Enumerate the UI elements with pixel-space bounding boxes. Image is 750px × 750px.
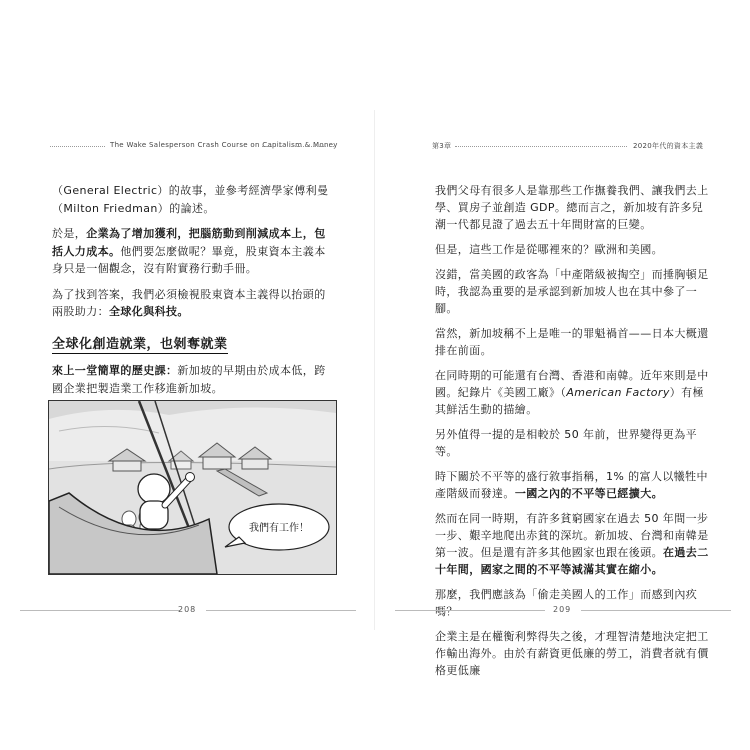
emphasis: 全球化與科技。 [109, 305, 189, 318]
comic-scene [49, 401, 336, 574]
paragraph: 我們父母有很多人是靠那些工作撫養我們、讓我們去上學、買房子並創造 GDP。總而言之，新加坡有許多兒潮一代都見證了過去五十年間財富的巨變。 [435, 184, 709, 231]
footer-rule-left [20, 610, 180, 611]
footer-rule-right [206, 610, 356, 611]
paragraph: 時下關於不平等的盛行敘事指稱，1% 的富人以犧牲中產階級而發達。一國之內的不平等已經擴大。 [435, 470, 708, 500]
header-dots-right [262, 146, 334, 147]
left-body-top [52, 182, 335, 329]
footer-rule-right [581, 610, 731, 611]
right-running-head-chapter: 第3章 [432, 142, 452, 150]
paragraph: 為了找到答案，我們必須檢視股東資本主義得以抬頭的兩股助力：全球化與科技。 [52, 287, 326, 318]
left-running-head: The Wake Salesperson Crash Course on Capitalism & Money [110, 141, 338, 149]
paragraph: 在同時期的可能還有台灣、香港和南韓。近年來則是中國。紀錄片《美國工廠》（American Factory）有極其鮮活生動的描繪。 [435, 369, 709, 416]
speech-bubble-text: 我們有工作！ [249, 523, 309, 534]
paragraph: 當然，新加坡稱不上是唯一的罪魁禍首——日本大概還排在前面。 [435, 327, 709, 357]
paragraph: 沒錯，當美國的政客為「中產階級被掏空」而捶胸頓足時，我認為重要的是承認到新加坡人也在其中參了一腳。 [435, 268, 709, 315]
emphasis: 企業為了增加獲利，把腦筋動到削減成本上，包括人力成本。 [52, 227, 326, 258]
paragraph: 企業主是在權衡利弊得失之後，才理智清楚地決定把工作輸出海外。由於有薪資更低廉的勞工，消費者就有價格更低廉 [435, 630, 709, 677]
comic-illustration [48, 400, 337, 575]
paragraph: 然而在同一時期，有許多貧窮國家在過去 50 年間一步一步、艱辛地爬出赤貧的深坑。新加坡、台灣和南韓是第一波。但是還有許多其他國家也跟在後頭。在過去二十年間，國家之間的不平等減滿其實在縮小。 [435, 512, 709, 576]
emphasis: 來上一堂簡單的歷史課： [52, 364, 178, 377]
paragraph: 但是，這些工作是從哪裡來的？歐洲和美國。 [435, 243, 663, 256]
italic-title: American Factory [566, 386, 670, 399]
paragraph: 另外值得一提的是相較於 50 年前，世界變得更為平等。 [435, 428, 697, 458]
header-dots-left [50, 146, 105, 147]
left-body-bottom [52, 362, 335, 405]
right-running-head-title: 2020年代的資本主義 [633, 142, 704, 150]
emphasis: 一國之內的不平等已經擴大。 [514, 487, 664, 500]
footer-rule-left [395, 610, 545, 611]
paragraph: （General Electric）的故事，並參考經濟學家傅利曼（Milton Friedman）的論述。 [52, 184, 329, 215]
paragraph: 於是，企業為了增加獲利，把腦筋動到削減成本上，包括人力成本。他們要怎麼做呢？畢竟，股東資本主義本身只是一個觀念，沒有附實務行動手冊。 [52, 227, 326, 275]
right-body [435, 182, 712, 687]
right-page [375, 0, 750, 750]
section-heading: 全球化創造就業，也剝奪就業 [52, 333, 228, 354]
emphasis: 在過去二十年間，國家之間的不平等減滿其實在縮小。 [435, 546, 709, 576]
header-dots [455, 146, 627, 147]
page-number-right: 209 [553, 605, 572, 614]
paragraph: 來上一堂簡單的歷史課：新加坡的早期由於成本低，跨國企業把製造業工作移進新加坡。 [52, 364, 326, 395]
paragraph: 那麼，我們應該為「偷走美國人的工作」而感到內疚嗎？ [435, 588, 698, 618]
page-number-left: 208 [178, 605, 197, 614]
